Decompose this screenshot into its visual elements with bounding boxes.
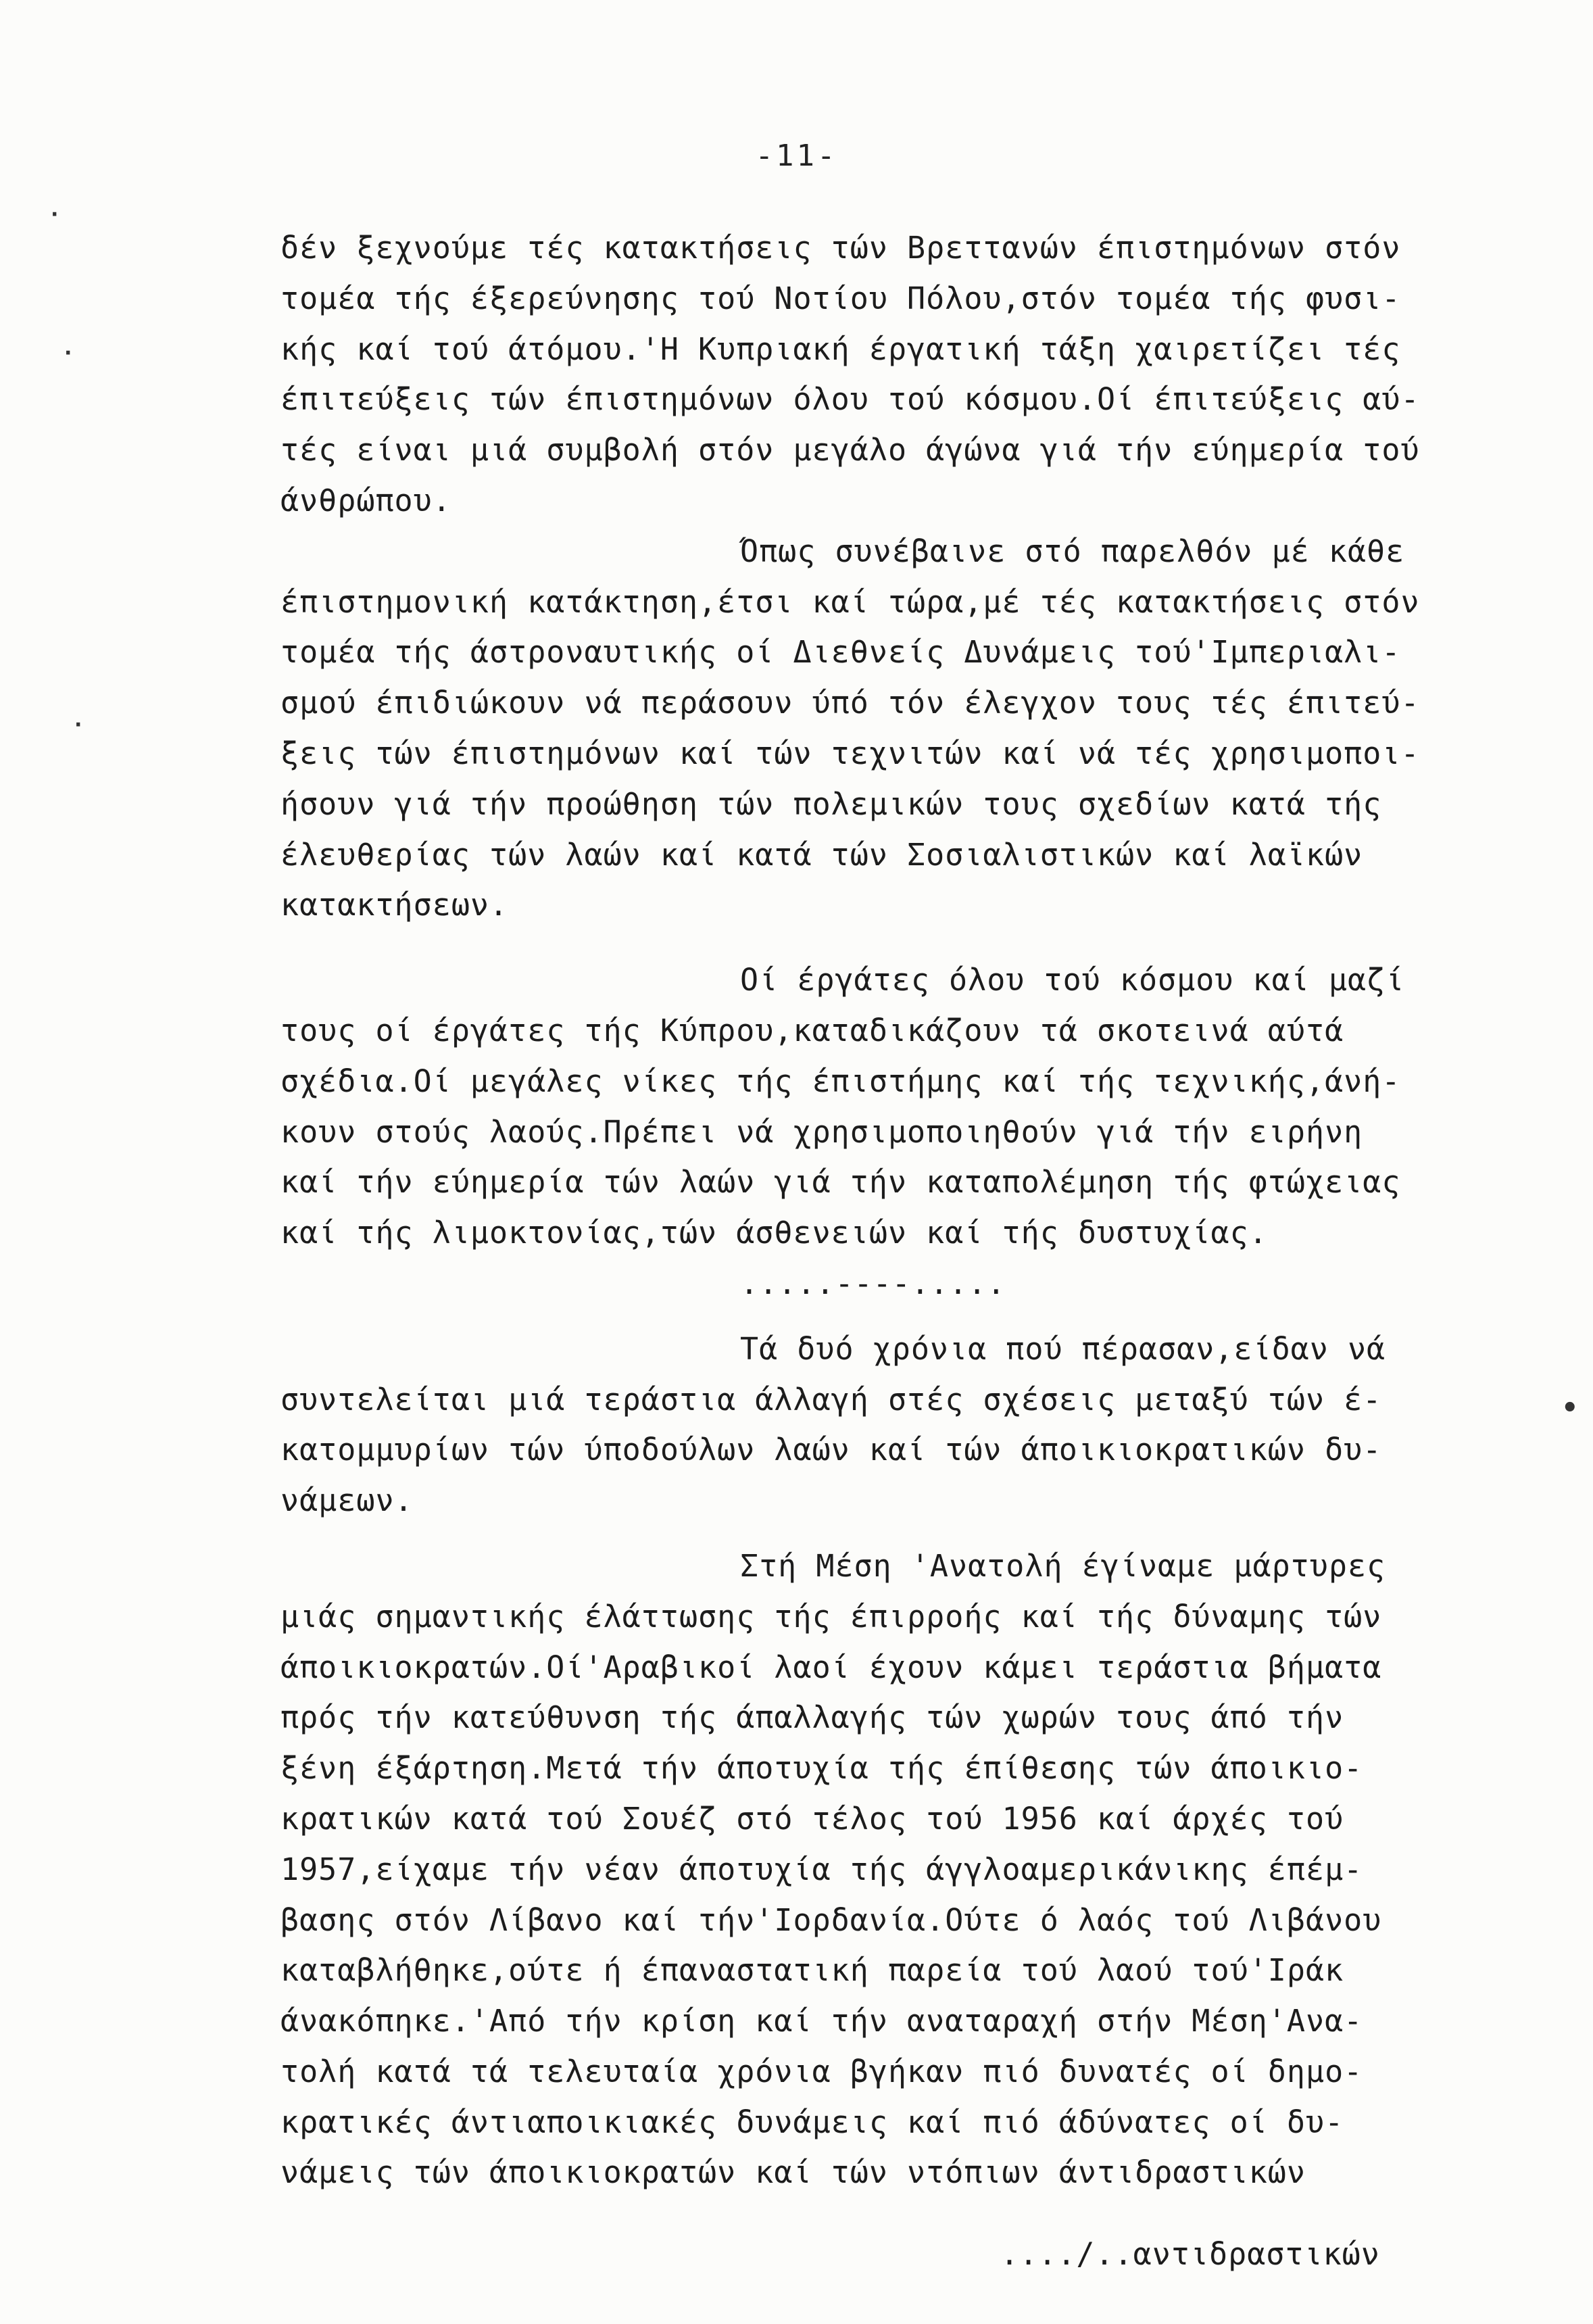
- text-line: σχέδια.Οί μεγάλες νίκες τής έπιστήμης καί τής τεχνικής,άνή-: [280, 1063, 1401, 1099]
- paragraph: [280, 1324, 1490, 1526]
- text-line: τομέα τής έξερεύνησης τού Νοτίου Πόλου,στόν τομέα τής φυσι-: [280, 280, 1401, 316]
- text-line: τές είναι μιά συμβολή στόν μεγάλο άγώνα γιά τήν εύημερία τού: [280, 432, 1420, 468]
- text-line: άνακόπηκε.'Από τήν κρίση καί τήν αναταραχή στήν Μέση'Ανα-: [280, 2003, 1363, 2039]
- text-line: Στή Μέση 'Ανατολή έγίναμε μάρτυρες: [740, 1547, 1386, 1584]
- continuation-catchword: ..../..αντιδραστικών: [1000, 2236, 1380, 2272]
- text-line: Τά δυό χρόνια πού πέρασαν,είδαν νά: [740, 1330, 1386, 1367]
- text-line: νάμεων.: [280, 1482, 414, 1519]
- text-line: βασης στόν Λίβανο καί τήν'Ιορδανία.Ούτε ό λαός τού Λιβάνου: [280, 1902, 1382, 1938]
- text-line: πρός τήν κατεύθυνση τής άπαλλαγής τών χωρών τους άπό τήν: [280, 1699, 1344, 1736]
- text-line: ξένη έξάρτηση.Μετά τήν άποτυχία τής έπίθεσης τών άποικιο-: [280, 1750, 1363, 1787]
- text-line: συντελείται μιά τεράστια άλλαγή στές σχέσεις μεταξύ τών έ-: [280, 1381, 1382, 1418]
- text-line: κουν στούς λαούς.Πρέπει νά χρησιμοποιηθούν γιά τήν ειρήνη: [280, 1113, 1363, 1150]
- text-line: καί τής λιμοκτονίας,τών άσθενειών καί τής δυστυχίας.: [280, 1215, 1268, 1251]
- text-line: έπιστημονική κατάκτηση,έτσι καί τώρα,μέ τές κατακτήσεις στόν: [280, 583, 1420, 620]
- text-line: κατακτήσεων.: [280, 887, 509, 923]
- text-line: τους οί έργάτες τής Κύπρου,καταδικάζουν τά σκοτεινά αύτά: [280, 1012, 1344, 1048]
- paragraph: [280, 955, 1490, 1259]
- page-number: -11-: [755, 139, 838, 173]
- text-line: έλευθερίας τών λαών καί κατά τών Σοσιαλιστικών καί λαϊκών: [280, 836, 1363, 873]
- paragraph: [280, 1541, 1490, 2198]
- text-line: ξεις τών έπιστημόνων καί τών τεχνιτών καί νά τές χρησιμοποι-: [280, 735, 1420, 771]
- text-line: κρατικές άντιαποικιακές δυνάμεις καί πιό άδύνατες οί δυ-: [280, 2104, 1344, 2140]
- paragraph: [280, 527, 1490, 931]
- text-line: δέν ξεχνούμε τές κατακτήσεις τών Βρεττανών έπιστημόνων στόν: [280, 230, 1401, 266]
- text-line: Όπως συνέβαινε στό παρελθόν μέ κάθε: [740, 533, 1405, 569]
- text-line: κρατικών κατά τού Σουέζ στό τέλος τού 1956 καί άρχές τού: [280, 1800, 1344, 1837]
- text-line: κατομμυρίων τών ύποδούλων λαών καί τών άποικιοκρατικών δυ-: [280, 1432, 1382, 1468]
- text-line: καί τήν εύημερία τών λαών γιά τήν καταπολέμηση τής φτώχειας: [280, 1164, 1401, 1201]
- text-line: άποικιοκρατών.Οί'Αραβικοί λαοί έχουν κάμει τεράστια βήματα: [280, 1649, 1382, 1685]
- text-line: σμού έπιδιώκουν νά περάσουν ύπό τόν έλεγχον τους τές έπιτεύ-: [280, 685, 1420, 721]
- text-line: έπιτεύξεις τών έπιστημόνων όλου τού κόσμου.Οί έπιτεύξεις αύ-: [280, 381, 1420, 418]
- text-line: Οί έργάτες όλου τού κόσμου καί μαζί: [740, 962, 1405, 998]
- text-line: 1957,είχαμε τήν νέαν άποτυχία τής άγγλοαμερικάνικης έπέμ-: [280, 1851, 1363, 1887]
- scan-artifact: ·: [51, 203, 59, 226]
- section-separator: .....----.....: [740, 1265, 1006, 1301]
- text-line: τολή κατά τά τελευταία χρόνια βγήκαν πιό δυνατές οί δημο-: [280, 2053, 1363, 2089]
- text-line: ήσουν γιά τήν προώθηση τών πολεμικών τους σχεδίων κατά τής: [280, 785, 1382, 822]
- text-line: νάμεις τών άποικιοκρατών καί τών ντόπιων άντιδραστικών: [280, 2154, 1306, 2191]
- scan-artifact: ·: [74, 713, 82, 737]
- text-line: τομέα τής άστροναυτικής οί Διεθνείς Δυνάμεις τού'Ιμπεριαλι-: [280, 634, 1401, 671]
- text-line: άνθρώπου.: [280, 482, 451, 518]
- text-line: καταβλήθηκε,ούτε ή έπαναστατική παρεία τού λαού τού'Ιράκ: [280, 1952, 1344, 1989]
- scan-artifact: •: [1561, 1393, 1579, 1424]
- text-line: κής καί τού άτόμου.'Η Κυπριακή έργατική τάξη χαιρετίζει τές: [280, 331, 1401, 367]
- text-line: μιάς σημαντικής έλάττωσης τής έπιρροής καί τής δύναμης τών: [280, 1598, 1382, 1635]
- scan-artifact: ·: [64, 341, 72, 365]
- body-text: [280, 223, 1490, 2198]
- paragraph: [280, 223, 1490, 527]
